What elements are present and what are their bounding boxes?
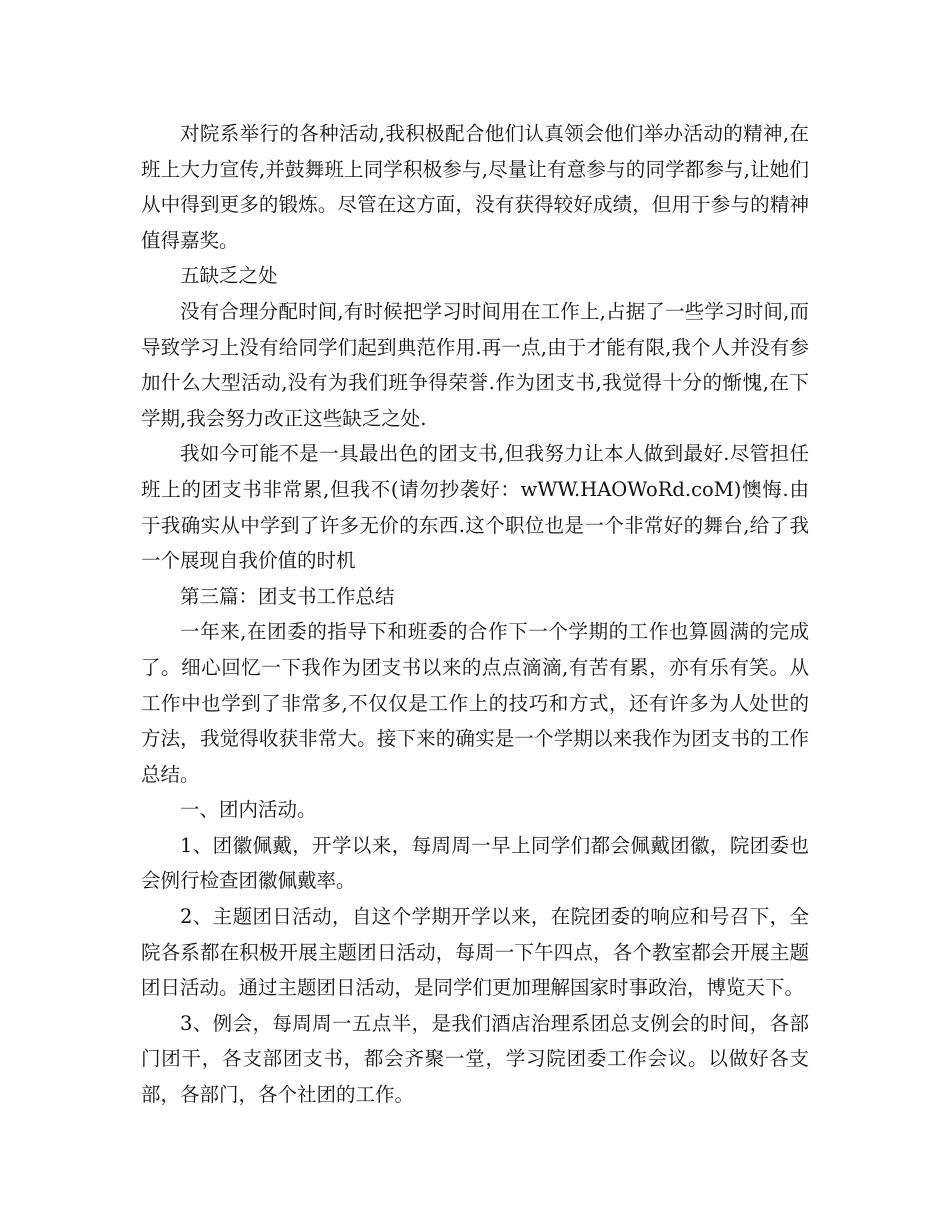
heading-part-three: 第三篇：团支书工作总结: [180, 584, 395, 608]
heading-shortcomings: 五缺乏之处: [180, 264, 278, 288]
paragraph-activities-support: 对院系举行的各种活动,我积极配合他们认真领会他们举办活动的精神,在班上大力宣传,并鼓舞班上同学积极参与,尽量让有意参与的同学都参与,让她们从中得到更多的锻炼。尽管在这方面，没有获得较好成绩，但用于参与的精神值得嘉奖。: [141, 122, 809, 252]
heading-league-activities: 一、团内活动。: [180, 798, 317, 822]
list-item-theme-day: 2、主题团日活动，自这个学期开学以来，在院团委的响应和号召下，全院各系都在积极开展主题团日活动，每周一下午四点，各个教室都会开展主题团日活动。通过主题团日活动，是同学们更加理解国家时事政治，博览天下。: [141, 905, 809, 1000]
list-item-meeting: 3、例会，每周周一五点半，是我们酒店治理系团总支例会的时间，各部门团干，各支部团支书，都会齐聚一堂，学习院团委工作会议。以做好各支部，各部门，各个社团的工作。: [141, 1011, 809, 1107]
paragraph-time-allocation: 没有合理分配时间,有时候把学习时间用在工作上,占据了一些学习时间,而导致学习上没有给同学们起到典范作用.再一点,由于才能有限,我个人并没有参加什么大型活动,没有为我们班争得荣誉.作为团支书,我觉得十分的惭愧,在下学期,我会努力改正这些缺乏之处.: [141, 299, 809, 430]
paragraph-year-summary: 一年来,在团委的指导下和班委的合作下一个学期的工作也算圆满的完成了。细心回忆一下我作为团支书以来的点点滴滴,有苦有累，亦有乐有笑。从工作中也学到了非常多,不仅仅是工作上的技巧和方式，还有许多为人处世的方法，我觉得收获非常大。接下来的确实是一个学期以来我作为团支书的工作总结。: [141, 620, 809, 786]
document-body: [141, 116, 809, 1113]
paragraph-self-reflection: 我如今可能不是一具最出色的团支书,但我努力让本人做到最好.尽管担任班上的团支书非常累,但我不(请勿抄袭好：wWW.HAOWoRd.coM)懊悔.由于我确实从中学到了许多无价的东西.这个职位也是一个非常好的舞台,给了我一个展现自我价值的时机: [141, 442, 809, 573]
list-item-badge: 1、团徽佩戴，开学以来，每周周一早上同学们都会佩戴团徽，院团委也会例行检查团徽佩戴率。: [141, 833, 809, 893]
